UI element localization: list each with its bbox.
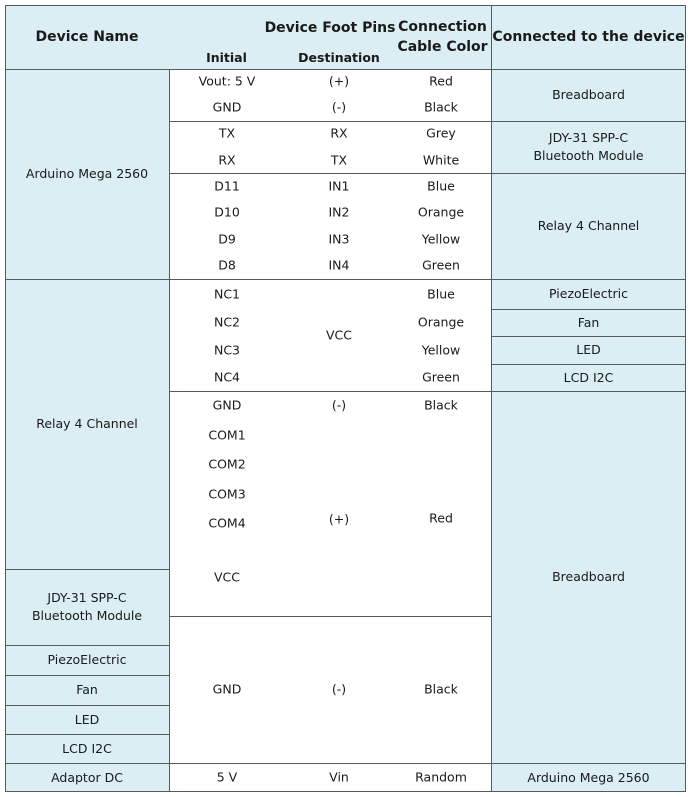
initial-pin: D8 xyxy=(218,257,236,273)
destination-pin: TX xyxy=(330,152,348,168)
cable-color: Random xyxy=(415,769,467,785)
initial-pin: GND xyxy=(212,681,242,697)
connected-breadboard-1: Breadboard xyxy=(491,69,686,121)
destination-pin: (+) xyxy=(328,511,350,527)
initial-pin: COM4 xyxy=(208,515,246,531)
initial-pin: COM1 xyxy=(208,427,246,443)
connected-breadboard-2: Breadboard xyxy=(491,391,686,763)
destination-pin: (-) xyxy=(331,681,347,697)
destination-pin: RX xyxy=(330,125,348,141)
grid-line xyxy=(5,279,686,280)
destination-pin: VCC xyxy=(325,327,353,343)
initial-pin: Vout: 5 V xyxy=(198,73,256,89)
cable-color: Red xyxy=(429,510,453,526)
destination-pin: (-) xyxy=(331,99,347,115)
grid-line xyxy=(491,5,492,792)
grid-line xyxy=(5,645,169,646)
cable-color: Black xyxy=(424,681,458,697)
grid-line xyxy=(169,69,170,792)
grid-line xyxy=(169,121,686,122)
connected-lcd-i2c: LCD I2C xyxy=(491,364,686,391)
initial-pin: D9 xyxy=(218,231,236,247)
device-relay-4-channel: Relay 4 Channel xyxy=(5,279,169,569)
connected-fan: Fan xyxy=(491,309,686,336)
initial-pin: VCC xyxy=(213,569,241,585)
cable-color: Orange xyxy=(417,314,465,330)
initial-pin: TX xyxy=(218,125,236,141)
initial-pin: NC1 xyxy=(213,286,241,302)
grid-line xyxy=(491,309,686,310)
initial-pin: COM3 xyxy=(208,486,246,502)
grid-line xyxy=(169,173,686,174)
connected-led: LED xyxy=(491,336,686,364)
device-adaptor-dc: Adaptor DC xyxy=(5,763,169,792)
initial-pin: 5 V xyxy=(216,769,238,785)
cable-color: Yellow xyxy=(421,231,461,247)
destination-pin: (-) xyxy=(331,397,347,413)
cable-color: Grey xyxy=(426,125,456,141)
grid-line xyxy=(5,763,686,764)
connected-relay-4-channel: Relay 4 Channel xyxy=(491,173,686,279)
device-lcd-i2c: LCD I2C xyxy=(5,734,169,763)
header-device-name: Device Name xyxy=(35,29,139,45)
cable-color: White xyxy=(422,152,460,168)
destination-pin: IN4 xyxy=(328,257,350,273)
initial-pin: RX xyxy=(218,152,236,168)
cable-color: Black xyxy=(424,99,458,115)
cable-color: Blue xyxy=(427,178,455,194)
device-bluetooth-module: JDY-31 SPP-C Bluetooth Module xyxy=(5,569,169,645)
header-initial: Initial xyxy=(206,50,247,65)
grid-line xyxy=(5,569,169,570)
cable-color: Blue xyxy=(427,286,455,302)
cable-color: Yellow xyxy=(421,342,461,358)
device-led: LED xyxy=(5,705,169,734)
header-connected-to: Connected to the device xyxy=(492,29,685,45)
destination-pin: IN3 xyxy=(328,231,350,247)
initial-pin: D11 xyxy=(214,178,240,194)
cable-color: Green xyxy=(422,369,460,385)
destination-pin: Vin xyxy=(329,769,349,785)
header-destination: Destination xyxy=(298,50,380,65)
device-fan: Fan xyxy=(5,675,169,705)
device-arduino-mega: Arduino Mega 2560 xyxy=(5,69,169,279)
cable-color: Black xyxy=(424,397,458,413)
initial-pin: NC3 xyxy=(213,342,241,358)
initial-pin: GND xyxy=(212,99,242,115)
destination-pin: IN2 xyxy=(328,204,350,220)
destination-pin: (+) xyxy=(328,73,350,89)
grid-line xyxy=(169,616,491,617)
wiring-table xyxy=(5,5,686,792)
grid-line xyxy=(5,705,169,706)
initial-pin: D10 xyxy=(214,204,240,220)
grid-line xyxy=(491,364,686,365)
cable-color: Orange xyxy=(417,204,465,220)
device-piezoelectric: PiezoElectric xyxy=(5,645,169,675)
grid-line xyxy=(5,675,169,676)
cable-color: Green xyxy=(422,257,460,273)
cable-color: Red xyxy=(429,73,453,89)
connected-piezoelectric: PiezoElectric xyxy=(491,279,686,309)
header-device-foot-pins: Device Foot Pins xyxy=(264,20,396,36)
grid-line xyxy=(169,391,686,392)
initial-pin: GND xyxy=(212,397,242,413)
initial-pin: NC2 xyxy=(213,314,241,330)
connected-bluetooth-module: JDY-31 SPP-C Bluetooth Module xyxy=(491,121,686,173)
header-cable-color: Connection Cable Color xyxy=(397,19,488,55)
destination-pin: IN1 xyxy=(328,178,350,194)
grid-line xyxy=(5,734,169,735)
initial-pin: NC4 xyxy=(213,369,241,385)
initial-pin: COM2 xyxy=(208,456,246,472)
grid-line xyxy=(491,336,686,337)
grid-line xyxy=(5,69,686,70)
connected-arduino-mega: Arduino Mega 2560 xyxy=(491,763,686,792)
